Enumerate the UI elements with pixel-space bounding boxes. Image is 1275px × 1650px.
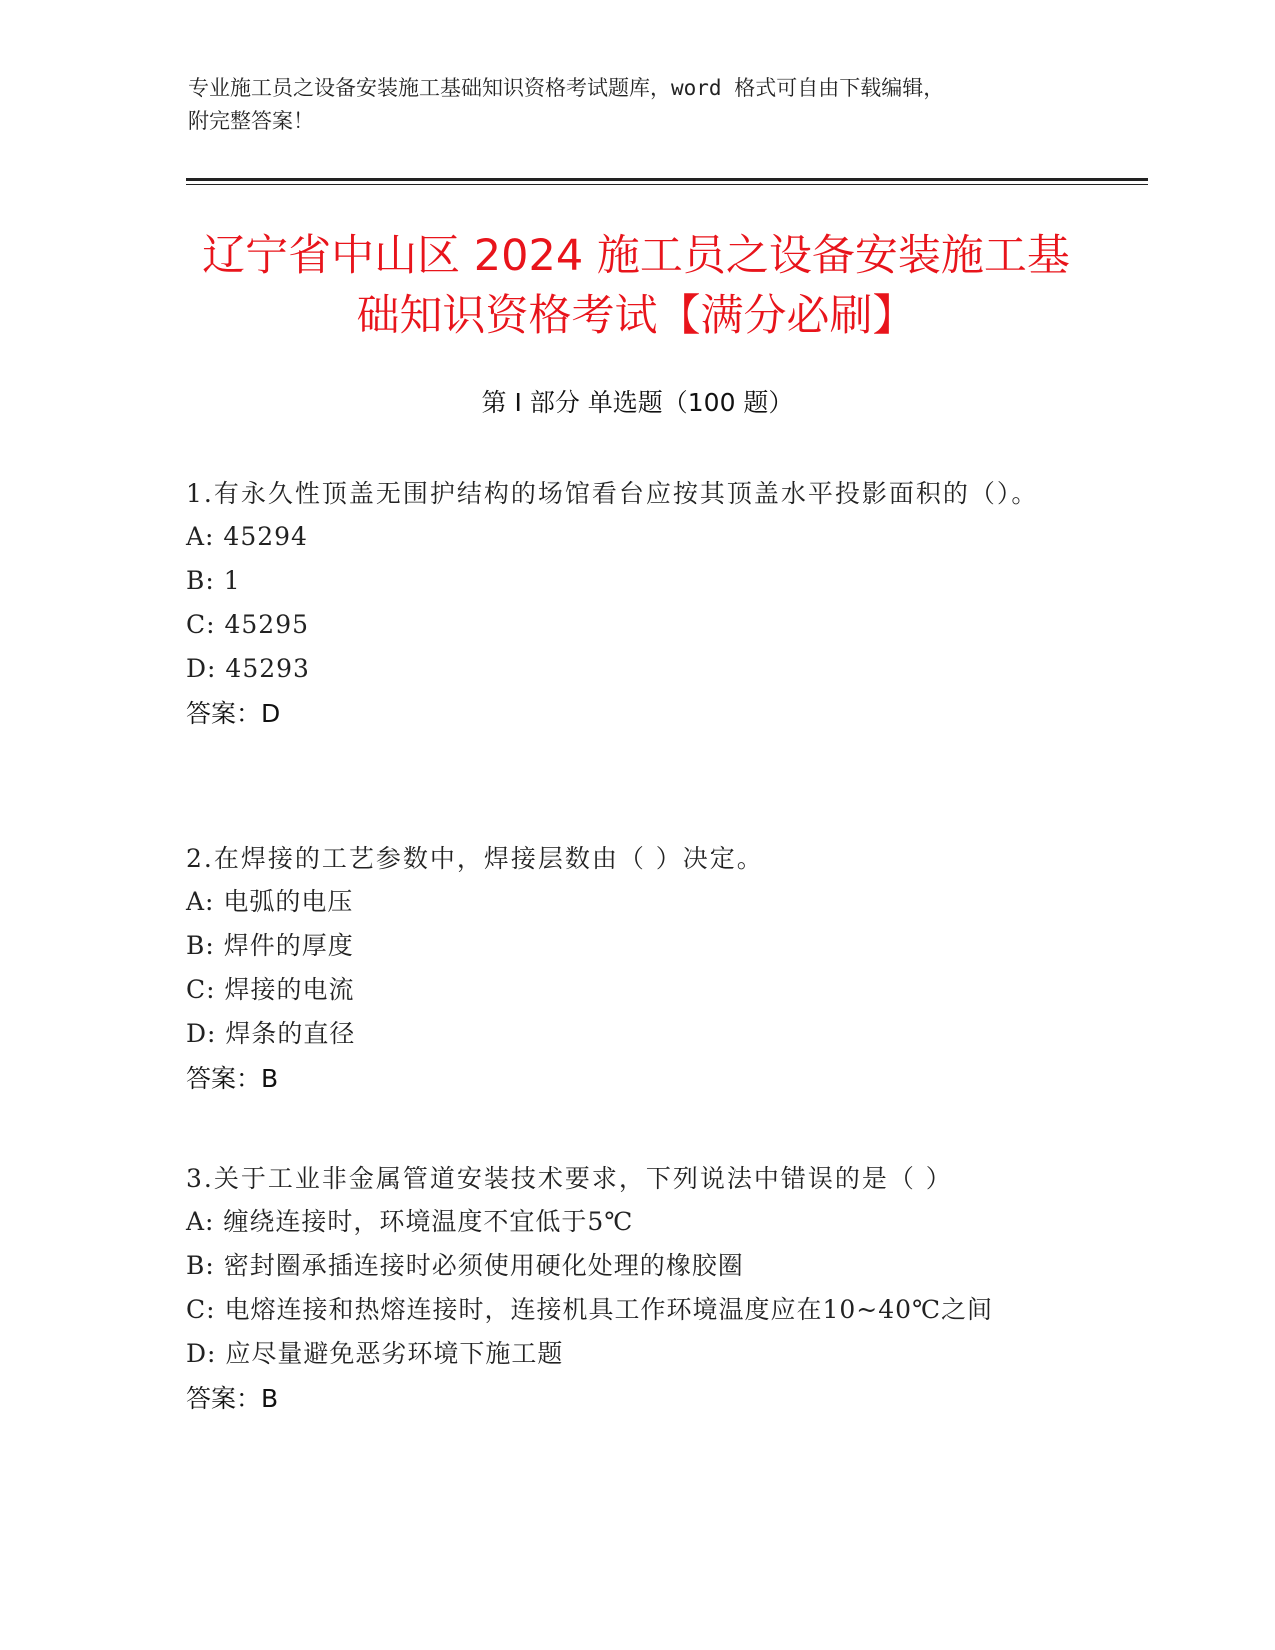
option-c: C: 45295 — [186, 610, 310, 639]
answer: 答案：B — [186, 1384, 279, 1413]
document-title-line2: 础知识资格考试【满分必刷】 — [356, 291, 916, 341]
question-2 — [186, 838, 1086, 1102]
header-divider-thin — [186, 184, 1148, 185]
question-text: 3.关于工业非金属管道安装技术要求，下列说法中错误的是（ ） — [186, 1164, 953, 1193]
option-b: B: 焊件的厚度 — [186, 931, 354, 960]
header-divider-thick — [186, 178, 1148, 181]
document-title — [186, 226, 1086, 346]
option-d: D: 应尽量避免恶劣环境下施工题 — [186, 1339, 564, 1368]
option-c: C: 焊接的电流 — [186, 975, 355, 1004]
question-3 — [186, 1158, 1086, 1422]
option-b: B: 1 — [186, 566, 241, 595]
section-heading: 第 I 部分 单选题（100 题） — [481, 388, 794, 417]
header-note-line1: 专业施工员之设备安装施工基础知识资格考试题库，word 格式可自由下载编辑， — [188, 76, 945, 100]
header-note — [188, 72, 1088, 138]
option-a: A: 45294 — [186, 522, 308, 551]
answer: 答案：B — [186, 1064, 279, 1093]
header-note-line2: 附完整答案！ — [188, 109, 314, 133]
question-1 — [186, 473, 1086, 737]
option-a: A: 电弧的电压 — [186, 887, 354, 916]
option-d: D: 45293 — [186, 654, 310, 683]
question-text: 1.有永久性顶盖无围护结构的场馆看台应按其顶盖水平投影面积的（）。 — [186, 479, 1039, 508]
answer: 答案：D — [186, 699, 281, 728]
option-a: A: 缠绕连接时，环境温度不宜低于5℃ — [186, 1207, 634, 1236]
option-d: D: 焊条的直径 — [186, 1019, 356, 1048]
option-b: B: 密封圈承插连接时必须使用硬化处理的橡胶圈 — [186, 1251, 744, 1280]
option-c: C: 电熔连接和热熔连接时，连接机具工作环境温度应在10~40℃之间 — [186, 1295, 994, 1324]
document-title-line1: 辽宁省中山区 2024 施工员之设备安装施工基 — [202, 231, 1070, 281]
question-text: 2.在焊接的工艺参数中，焊接层数由（ ）决定。 — [186, 844, 764, 873]
